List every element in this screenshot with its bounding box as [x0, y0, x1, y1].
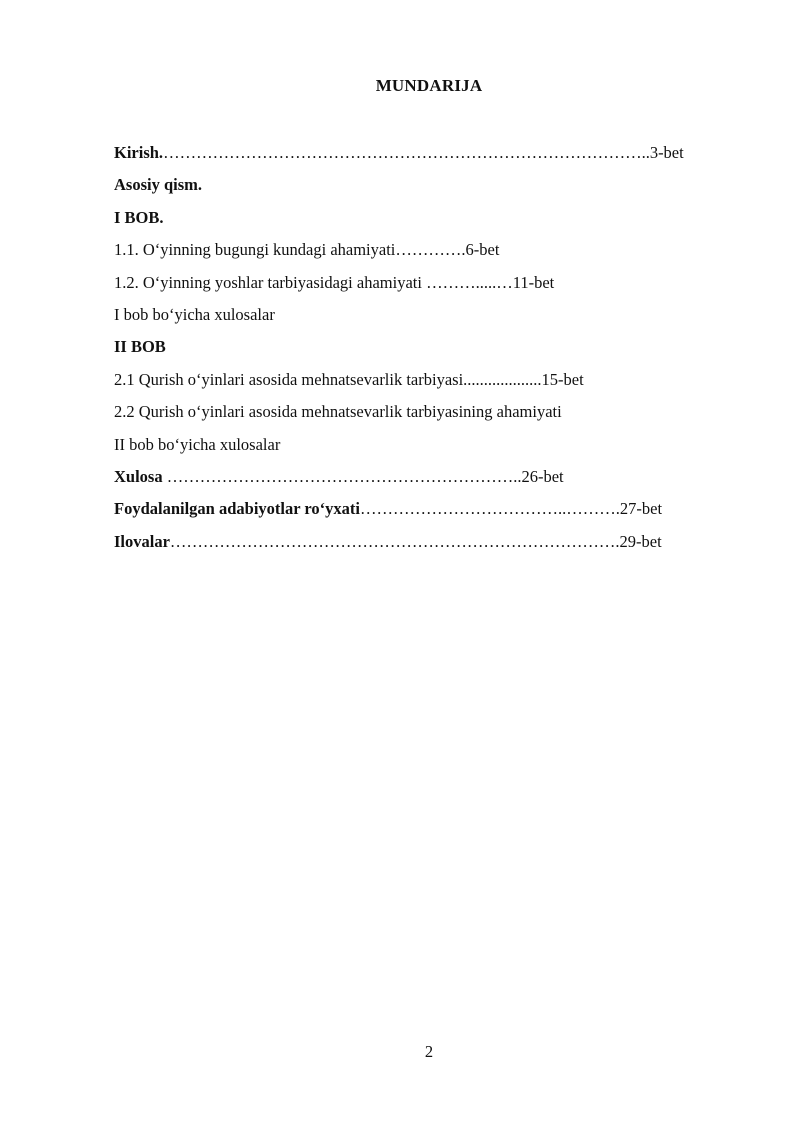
page-number: 2	[424, 1042, 434, 1061]
toc-entry-page: 3-bet	[649, 143, 684, 162]
table-of-contents	[114, 141, 754, 562]
toc-entry-i-bob-xulosalar	[114, 303, 754, 335]
toc-entry-page: 11-bet	[512, 272, 555, 292]
toc-entry-ilovalar	[114, 530, 754, 562]
toc-entry-text: II BOB	[114, 337, 166, 357]
toc-entry-page: 29-bet	[619, 531, 662, 551]
toc-entry-adabiyotlar	[114, 497, 754, 529]
toc-entry-text: 1.2. O‘yinning yoshlar tarbiyasidagi ahamiyati	[114, 272, 427, 292]
toc-entry-text: Foydalanilgan adabiyotlar ro‘yxati	[114, 499, 361, 519]
toc-entry-page: 27-bet	[619, 499, 663, 519]
toc-entry-2-1	[114, 368, 754, 400]
toc-entry-leader: ………….	[395, 240, 466, 260]
toc-entry-i-bob	[114, 206, 754, 238]
toc-entry-page: 6-bet	[465, 240, 500, 260]
toc-entry-ii-bob	[114, 335, 754, 367]
toc-entry-page: 26-bet	[521, 466, 564, 486]
toc-entry-text: Ilovalar	[114, 531, 170, 551]
toc-entry-text: 2.2 Qurish o‘yinlari asosida mehnatsevarlik tarbiyasining ahamiyati	[114, 402, 562, 422]
toc-entry-leader: ……………………………………………………………………………..	[163, 143, 650, 162]
toc-entry-leader: ...................	[463, 369, 542, 389]
toc-entry-page: 15-bet	[541, 369, 584, 389]
toc-entry-leader: ………………………………………………………..	[166, 466, 522, 486]
toc-entry-text: I bob bo‘yicha xulosalar	[114, 304, 275, 324]
toc-entry-text: Asosiy qism.	[114, 175, 203, 195]
toc-title: MUNDARIJA	[375, 76, 483, 95]
toc-entry-text: 1.1. O‘yinning bugungi kundagi ahamiyati	[114, 240, 396, 260]
toc-entry-1-2	[114, 271, 754, 303]
toc-entry-text: II bob bo‘yicha xulosalar	[114, 434, 281, 454]
toc-entry-leader: ……………………………………………………………………….	[169, 531, 620, 551]
toc-entry-leader: ………………………………..……….	[360, 499, 620, 519]
toc-entry-asosiy-qism	[114, 173, 754, 205]
toc-entry-text: 2.1 Qurish o‘yinlari asosida mehnatsevarlik tarbiyasi	[114, 369, 464, 389]
toc-entry-xulosa	[114, 465, 754, 497]
toc-entry-2-2	[114, 400, 754, 432]
toc-entry-kirish	[114, 141, 754, 173]
toc-entry-text: Kirish.	[114, 143, 164, 162]
toc-entry-ii-bob-xulosalar	[114, 433, 754, 465]
toc-entry-1-1	[114, 238, 754, 270]
toc-entry-leader: ……….....…	[426, 272, 513, 292]
toc-entry-text: Xulosa	[114, 466, 167, 486]
toc-entry-text: I BOB.	[114, 207, 164, 227]
